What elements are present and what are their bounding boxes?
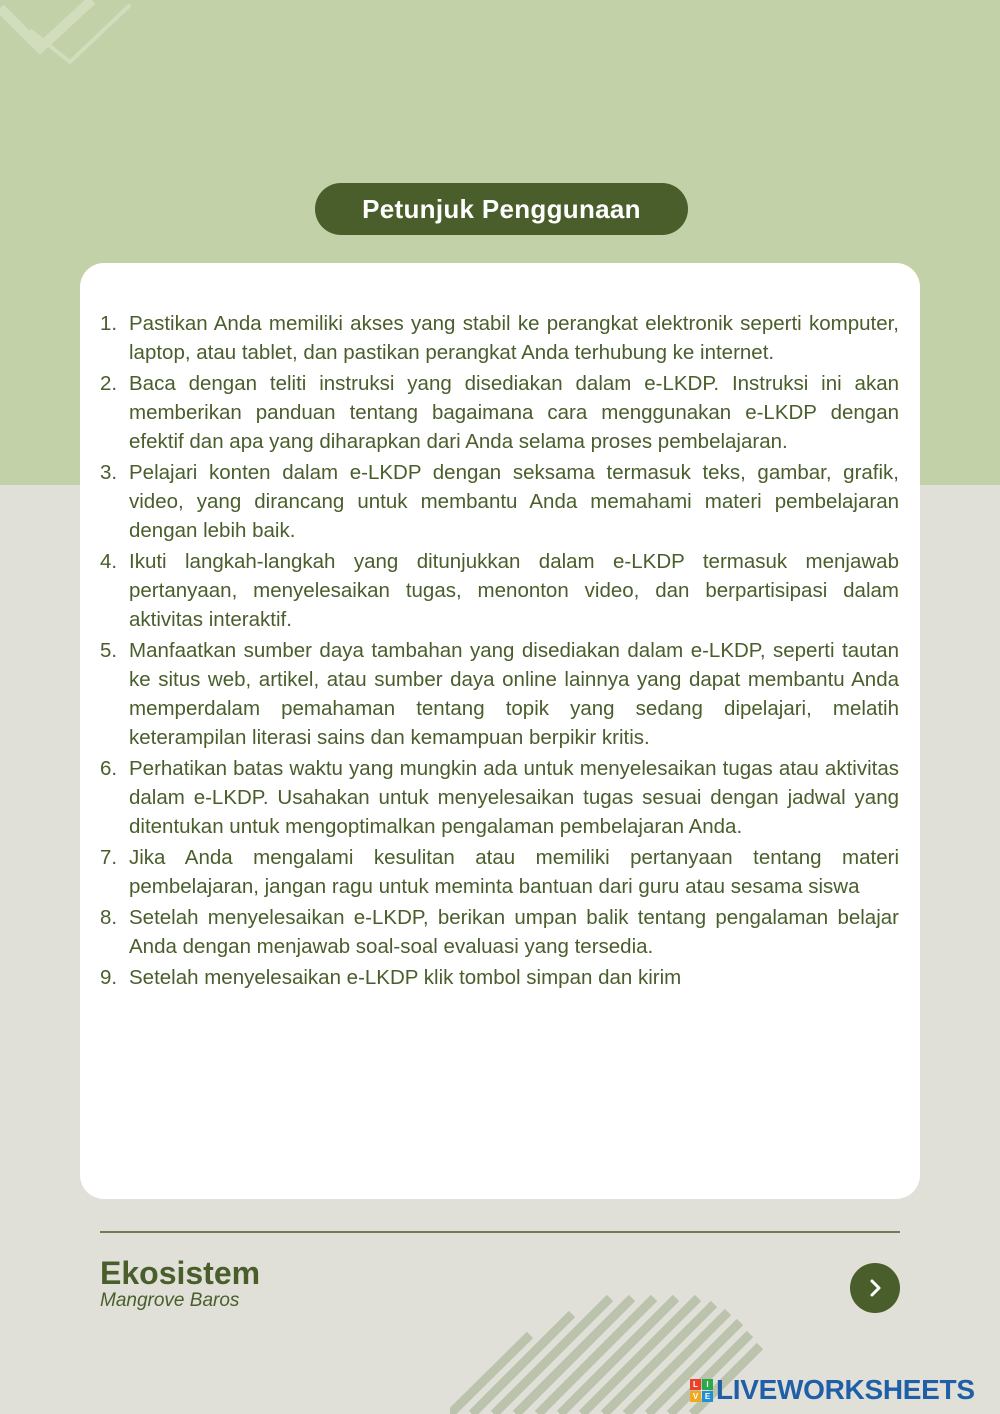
instruction-text: Ikuti langkah-langkah yang ditunjukkan dalam e-LKDP termasuk menjawab pertanyaan, menyelesaikan tugas, menonton video, dan berpartisipasi dalam aktivitas interaktif. (129, 550, 899, 631)
instruction-item (100, 458, 899, 545)
instruction-number: 5. (100, 639, 118, 662)
instruction-item (100, 309, 899, 367)
instruction-item (100, 903, 899, 961)
instruction-item (100, 843, 899, 901)
instruction-item (100, 636, 899, 752)
logo-cubes (690, 1379, 713, 1402)
instruction-text: Baca dengan teliti instruksi yang disediakan dalam e-LKDP. Instruksi ini akan memberikan panduan tentang bagaimana cara menggunakan e-LKDP dengan efektif dan apa yang diharapkan dari Anda selama proses pembelajaran. (129, 372, 899, 453)
logo-cube-l: L (690, 1379, 701, 1390)
next-page-button[interactable] (850, 1263, 900, 1313)
footer-title: Ekosistem (100, 1255, 261, 1291)
corner-decoration (0, 0, 140, 70)
instruction-number: 1. (100, 312, 118, 335)
instruction-item (100, 963, 899, 992)
instruction-text: Pastikan Anda memiliki akses yang stabil ke perangkat elektronik seperti komputer, laptop, atau tablet, dan pastikan perangkat Anda terhubung ke internet. (129, 312, 899, 364)
chevron-right-icon (864, 1277, 886, 1299)
instruction-number: 2. (100, 372, 118, 395)
instruction-text: Jika Anda mengalami kesulitan atau memiliki pertanyaan tentang materi pembelajaran, jangan ragu untuk meminta bantuan dari guru atau sesama siswa (129, 846, 899, 898)
instruction-text: Manfaatkan sumber daya tambahan yang disediakan dalam e-LKDP, seperti tautan ke situs web, artikel, atau sumber daya online lainnya yang dapat membantu Anda memperdalam pemahaman tentang topik yang sedang dipelajari, melatih keterampilan literasi sains dan kemampuan berpikir kritis. (129, 639, 899, 749)
footer-divider (100, 1231, 900, 1233)
logo-cube-i: I (702, 1379, 713, 1390)
logo-cube-e: E (702, 1391, 713, 1402)
instruction-number: 7. (100, 846, 118, 869)
instruction-text: Pelajari konten dalam e-LKDP dengan seksama termasuk teks, gambar, grafik, video, yang dirancang untuk membantu Anda memahami materi pembelajaran dengan lebih baik. (129, 461, 899, 542)
liveworksheets-logo (690, 1374, 975, 1406)
page-title: Petunjuk Penggunaan (315, 183, 688, 235)
instruction-item (100, 369, 899, 456)
instruction-number: 3. (100, 461, 118, 484)
instruction-text: Setelah menyelesaikan e-LKDP klik tombol simpan dan kirim (129, 966, 682, 989)
instruction-number: 8. (100, 906, 118, 929)
instruction-text: Setelah menyelesaikan e-LKDP, berikan umpan balik tentang pengalaman belajar Anda dengan menjawab soal-soal evaluasi yang tersedia. (129, 906, 899, 958)
instruction-text: Perhatikan batas waktu yang mungkin ada untuk menyelesaikan tugas atau aktivitas dalam e-LKDP. Usahakan untuk menyelesaikan tugas sesuai dengan jadwal yang ditentukan untuk mengoptimalkan pengalaman pembelajaran Anda. (129, 757, 899, 838)
instructions-list (100, 309, 899, 994)
footer-subtitle: Mangrove Baros (100, 1290, 240, 1311)
instruction-number: 6. (100, 757, 118, 780)
instruction-number: 4. (100, 550, 118, 573)
instruction-number: 9. (100, 966, 118, 989)
logo-text: LIVEWORKSHEETS (716, 1374, 975, 1405)
instruction-item (100, 547, 899, 634)
logo-cube-v: V (690, 1391, 701, 1402)
instruction-item (100, 754, 899, 841)
